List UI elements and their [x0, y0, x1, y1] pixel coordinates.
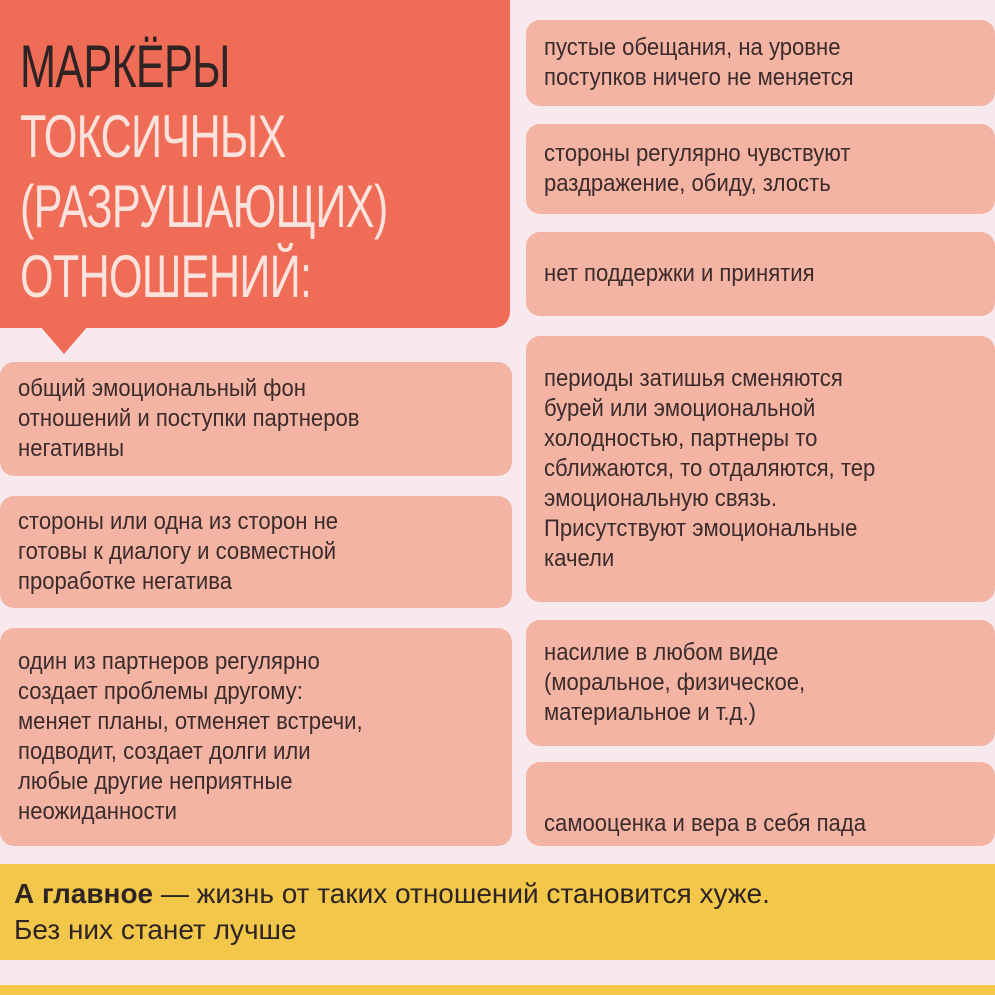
conclusion-bold: А главное	[14, 878, 154, 909]
marker-card-self-esteem	[526, 762, 995, 846]
title-banner-tab	[0, 0, 500, 18]
marker-card-violence	[526, 620, 995, 746]
marker-card-text: общий эмоциональный фон отношений и поступки партнеров негативны	[18, 375, 360, 462]
conclusion-line-1	[14, 876, 981, 912]
conclusion-line-2: Без них станет лучше	[14, 914, 297, 945]
marker-card-text: самооценка и вера в себя пада	[544, 810, 867, 837]
marker-card-no-support	[526, 232, 995, 316]
marker-card-text: насилие в любом виде (моральное, физическое, материальное и т.д.)	[544, 639, 806, 726]
marker-card-empty-promises	[526, 20, 995, 106]
conclusion-banner	[0, 864, 995, 960]
conclusion-text: — жизнь от таких отношений становится хуже.	[153, 878, 770, 909]
marker-card-emotional-swings	[526, 336, 995, 602]
marker-card-text: стороны или одна из сторон не готовы к диалогу и совместной проработке негатива	[18, 508, 339, 595]
marker-card-irritation	[526, 124, 995, 214]
title-line-1: МАРКЁРЫ	[20, 33, 230, 100]
marker-card-text: нет поддержки и принятия	[544, 260, 815, 287]
marker-card-creates-problems	[0, 628, 512, 846]
speech-pointer	[40, 326, 88, 354]
title-line-4: ОТНОШЕНИЙ:	[20, 243, 312, 310]
title-line-3: (РАЗРУШАЮЩИХ)	[20, 173, 388, 240]
marker-card-text: стороны регулярно чувствуют раздражение, обиду, злость	[544, 140, 851, 197]
marker-card-text: периоды затишья сменяются бурей или эмоциональной холодностью, партнеры то сближаются, то отдаляются, тер эмоциональную связь. Присутствуют эмоциональные качели	[544, 365, 876, 572]
marker-card-no-dialogue	[0, 496, 512, 608]
marker-card-negative-background	[0, 362, 512, 476]
title-banner	[0, 0, 510, 328]
marker-card-text: один из партнеров регулярно создает проблемы другому: меняет планы, отменяет встречи, подводит, создает долги или любые другие неприятные неожиданности	[18, 648, 363, 825]
bottom-strip	[0, 985, 995, 995]
title-line-2: ТОКСИЧНЫХ	[20, 103, 286, 170]
marker-card-text: пустые обещания, на уровне поступков ничего не меняется	[544, 34, 854, 91]
